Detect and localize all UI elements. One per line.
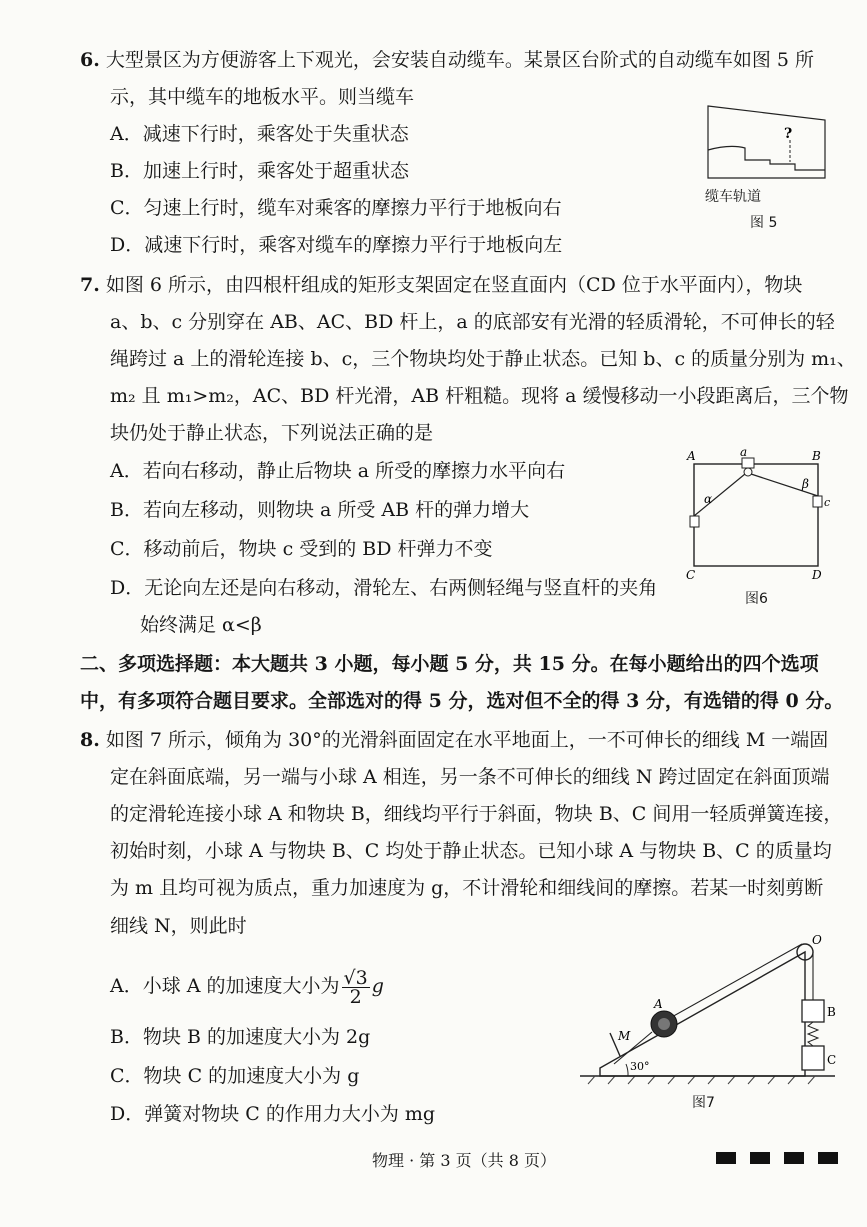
q7-option-b: B．若向左移动，则物块 a 所受 AB 杆的弹力增大 [110, 499, 530, 521]
footer-mark-1 [716, 1152, 736, 1164]
q8-number: 8. [80, 729, 100, 751]
fig7-label-O: O [812, 933, 822, 947]
q7-stem-line-1 [80, 272, 802, 298]
q8-option-a-denominator: 2 [349, 985, 362, 1008]
q8-stem-line-1 [80, 727, 828, 753]
q7-number: 7. [80, 274, 100, 296]
q7-stem-line-4: m₂ 且 m₁>m₂，AC、BD 杆光滑，AB 杆粗糙。现将 a 缓慢移动一小段距离后，三个物 [110, 385, 849, 407]
fig7-label-A: A [654, 997, 663, 1011]
q6-option-b: B．加速上行时，乘客处于超重状态 [110, 160, 409, 182]
q8-option-b: B．物块 B 的加速度大小为 2g [110, 1026, 371, 1048]
footer-mark-4 [818, 1152, 838, 1164]
q8-option-c: C．物块 C 的加速度大小为 g [110, 1065, 360, 1087]
q8-stem-line-4: 初始时刻，小球 A 与物块 B、C 均处于静止状态。已知小球 A 与物块 B、C 的质量均 [110, 840, 832, 862]
page-footer: 物理 · 第 3 页（共 8 页） [372, 1151, 556, 1170]
fig6-label-B: B [812, 449, 821, 463]
fig7-caption: 图7 [692, 1095, 715, 1111]
q8-option-a-prefix: A．小球 A 的加速度大小为 [110, 975, 340, 997]
q7-stem-text-1: 如图 6 所示，由四根杆组成的矩形支架固定在竖直面内（CD 位于水平面内），物块 [105, 274, 803, 296]
q8-stem-text-1: 如图 7 所示，倾角为 30°的光滑斜面固定在水平地面上，一不可伸长的细线 M 一端固 [105, 729, 829, 751]
fig6-label-beta: β [802, 477, 809, 491]
q8-stem-line-2: 定在斜面底端，另一端与小球 A 相连，另一条不可伸长的细线 N 跨过固定在斜面顶端 [110, 766, 830, 788]
q7-stem-line-2: a、b、c 分别穿在 AB、AC、BD 杆上，a 的底部安有光滑的轻质滑轮，不可伸长的轻 [110, 311, 835, 333]
fig6-label-D: D [812, 568, 822, 582]
fig7-label-B: B [827, 1005, 836, 1019]
fig6-label-C: C [686, 568, 696, 582]
fig7-label-C: C [827, 1053, 837, 1067]
q7-option-d: D．无论向左还是向右移动，滑轮左、右两侧轻绳与竖直杆的夹角 [110, 577, 658, 599]
q8-stem-line-5: 为 m 且均可视为质点，重力加速度为 g，不计滑轮和细线间的摩擦。若某一时刻剪断 [110, 877, 824, 899]
q8-option-a-fraction [342, 966, 370, 1008]
q8-option-a-numerator: √3 [343, 966, 368, 989]
q6-stem-line-1 [80, 47, 814, 73]
q7-option-c: C．移动前后，物块 c 受到的 BD 杆弹力不变 [110, 538, 493, 560]
fig5-question-mark: ? [784, 126, 793, 142]
q8-option-a-suffix: g [371, 975, 384, 997]
q7-option-a: A．若向右移动，静止后物块 a 所受的摩擦力水平向右 [110, 460, 566, 482]
q6-option-c: C．匀速上行时，缆车对乘客的摩擦力平行于地板向右 [110, 197, 562, 219]
q8-option-d: D．弹簧对物块 C 的作用力大小为 mg [110, 1103, 436, 1125]
footer-mark-3 [784, 1152, 804, 1164]
fig6-label-c: c [824, 496, 831, 509]
q6-number: 6. [80, 49, 100, 71]
section2-heading-line-1: 二、多项选择题：本大题共 3 小题，每小题 5 分，共 15 分。在每小题给出的四个选项 [80, 653, 819, 675]
q8-option-a [110, 968, 384, 1006]
q7-stem-line-5: 块仍处于静止状态，下列说法正确的是 [110, 422, 434, 444]
fig6-label-a: a [740, 446, 748, 459]
fig7-label-angle: 30° [630, 1060, 650, 1073]
figure-6-rectangular-frame [682, 446, 832, 586]
fig6-caption: 图6 [745, 591, 768, 607]
figure-5-cable-car [700, 100, 830, 182]
q8-stem-line-6: 细线 N，则此时 [110, 915, 247, 937]
fig6-label-A: A [687, 449, 696, 463]
fig6-label-alpha: α [704, 492, 713, 506]
footer-mark-2 [750, 1152, 770, 1164]
section2-heading-line-2: 中，有多项符合题目要求。全部选对的得 5 分，选对但不全的得 3 分，有选错的得 0 分。 [80, 690, 844, 712]
fig5-track-label: 缆车轨道 [705, 189, 761, 205]
q7-stem-line-3: 绳跨过 a 上的滑轮连接 b、c，三个物块均处于静止状态。已知 b、c 的质量分别为 m₁、 [110, 348, 856, 370]
fig7-label-M: M [618, 1029, 631, 1043]
q6-option-a: A．减速下行时，乘客处于失重状态 [110, 123, 409, 145]
q6-stem-line-2: 示，其中缆车的地板水平。则当缆车 [110, 86, 415, 108]
q6-stem-text-1: 大型景区为方便游客上下观光，会安装自动缆车。某景区台阶式的自动缆车如图 5 所 [105, 49, 815, 71]
fig5-caption: 图 5 [750, 215, 778, 231]
q8-stem-line-3: 的定滑轮连接小球 A 和物块 B，细线均平行于斜面，物块 B、C 间用一轻质弹簧连接， [110, 803, 843, 825]
q7-option-d-cont: 始终满足 α<β [140, 614, 262, 636]
q6-option-d: D．减速下行时，乘客对缆车的摩擦力平行于地板向左 [110, 234, 563, 256]
